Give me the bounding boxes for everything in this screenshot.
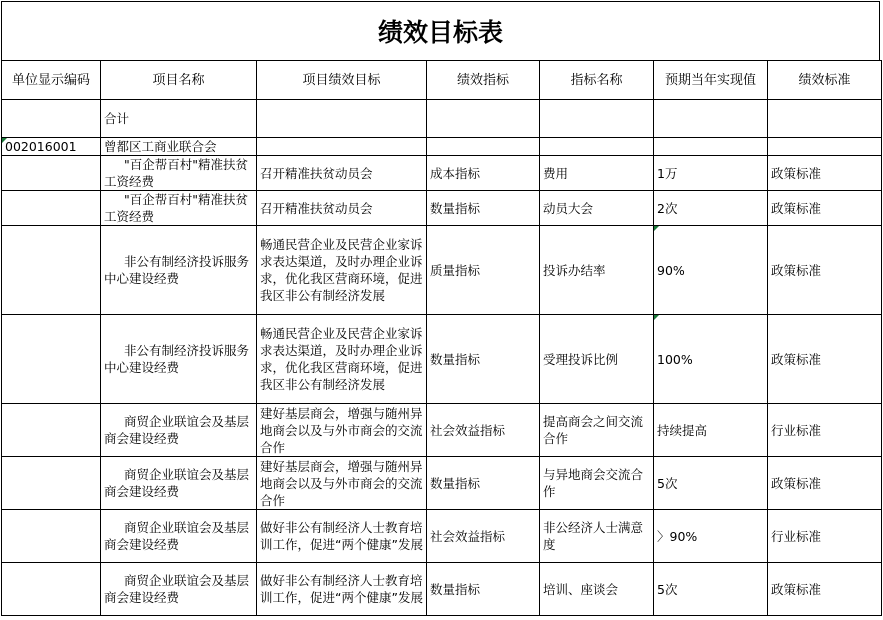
cell[interactable] [540,138,654,156]
cell[interactable] [2,156,101,191]
project-name[interactable]: "百企帮百村"精准扶贫工资经费 [101,156,257,191]
cell[interactable] [2,510,101,563]
indicator[interactable]: 质量指标 [427,226,540,315]
expected-value[interactable]: 90% [654,226,768,315]
cell[interactable] [2,457,101,510]
header-row [2,61,882,100]
project-goal[interactable]: 畅通民营企业及民营企业家诉求表达渠道，及时办理企业诉求，优化我区营商环境，促进我区非公有制经济发展 [257,315,427,404]
header-cell[interactable]: 项目名称 [101,61,257,100]
project-goal[interactable]: 做好非公有制经济人士教育培训工作，促进“两个健康”发展 [257,563,427,616]
cell[interactable] [540,100,654,138]
standard[interactable]: 政策标准 [768,457,882,510]
table-row [2,563,882,616]
metric-name[interactable]: 与异地商会交流合作 [540,457,654,510]
metric-name[interactable]: 动员大会 [540,191,654,226]
expected-value[interactable]: 2次 [654,191,768,226]
metric-name[interactable]: 非公经济人士满意度 [540,510,654,563]
standard[interactable]: 政策标准 [768,191,882,226]
performance-table [1,60,882,616]
cell[interactable] [2,315,101,404]
table-row [2,315,882,404]
standard[interactable]: 政策标准 [768,156,882,191]
header-cell[interactable]: 指标名称 [540,61,654,100]
expected-value[interactable]: 5次 [654,457,768,510]
cell[interactable] [257,100,427,138]
project-goal[interactable]: 召开精准扶贫动员会 [257,191,427,226]
cell[interactable] [2,191,101,226]
header-cell[interactable]: 绩效标准 [768,61,882,100]
expected-value[interactable]: 100% [654,315,768,404]
project-goal[interactable]: 建好基层商会，增强与随州异地商会以及与外市商会的交流合作 [257,404,427,457]
project-goal[interactable]: 做好非公有制经济人士教育培训工作，促进“两个健康”发展 [257,510,427,563]
metric-name[interactable]: 提高商会之间交流合作 [540,404,654,457]
metric-name[interactable]: 费用 [540,156,654,191]
table-row [2,404,882,457]
standard[interactable]: 政策标准 [768,563,882,616]
indicator[interactable]: 数量指标 [427,191,540,226]
indicator[interactable]: 社会效益指标 [427,404,540,457]
table-row [2,510,882,563]
indicator[interactable]: 数量指标 [427,315,540,404]
cell[interactable] [427,138,540,156]
header-cell[interactable]: 绩效指标 [427,61,540,100]
total-label[interactable]: 合计 [101,100,257,138]
standard[interactable]: 行业标准 [768,404,882,457]
table-row [2,457,882,510]
table-row [2,156,882,191]
expected-value[interactable]: 5次 [654,563,768,616]
table-row [2,226,882,315]
project-name[interactable]: 商贸企业联谊会及基层商会建设经费 [101,510,257,563]
cell[interactable] [427,100,540,138]
table-title: 绩效目标表 [1,1,880,60]
header-cell[interactable]: 单位显示编码 [2,61,101,100]
indicator[interactable]: 数量指标 [427,457,540,510]
unit-name[interactable]: 曾都区工商业联合会 [101,138,257,156]
cell[interactable] [2,563,101,616]
header-cell[interactable]: 预期当年实现值 [654,61,768,100]
cell[interactable] [2,226,101,315]
indicator[interactable]: 数量指标 [427,563,540,616]
project-goal[interactable]: 召开精准扶贫动员会 [257,156,427,191]
project-name[interactable]: 商贸企业联谊会及基层商会建设经费 [101,404,257,457]
indicator[interactable]: 社会效益指标 [427,510,540,563]
cell[interactable] [768,100,882,138]
cell[interactable] [654,100,768,138]
project-name[interactable]: 商贸企业联谊会及基层商会建设经费 [101,563,257,616]
cell[interactable] [2,100,101,138]
standard[interactable]: 政策标准 [768,226,882,315]
project-name[interactable]: 非公有制经济投诉服务中心建设经费 [101,226,257,315]
table-row [2,191,882,226]
total-row [2,100,882,138]
cell[interactable] [654,138,768,156]
unit-code[interactable]: 002016001 [2,138,101,156]
standard[interactable]: 行业标准 [768,510,882,563]
project-name[interactable]: 非公有制经济投诉服务中心建设经费 [101,315,257,404]
expected-value[interactable]: 持续提高 [654,404,768,457]
standard[interactable]: 政策标准 [768,315,882,404]
expected-value[interactable]: 1万 [654,156,768,191]
metric-name[interactable]: 培训、座谈会 [540,563,654,616]
cell[interactable] [768,138,882,156]
expected-value[interactable]: 〉90% [654,510,768,563]
cell[interactable] [257,138,427,156]
header-cell[interactable]: 项目绩效目标 [257,61,427,100]
project-name[interactable]: 商贸企业联谊会及基层商会建设经费 [101,457,257,510]
project-goal[interactable]: 畅通民营企业及民营企业家诉求表达渠道，及时办理企业诉求，优化我区营商环境，促进我区非公有制经济发展 [257,226,427,315]
metric-name[interactable]: 投诉办结率 [540,226,654,315]
project-goal[interactable]: 建好基层商会，增强与随州异地商会以及与外市商会的交流合作 [257,457,427,510]
cell[interactable] [2,404,101,457]
project-name[interactable]: "百企帮百村"精准扶贫工资经费 [101,191,257,226]
indicator[interactable]: 成本指标 [427,156,540,191]
metric-name[interactable]: 受理投诉比例 [540,315,654,404]
unit-row [2,138,882,156]
